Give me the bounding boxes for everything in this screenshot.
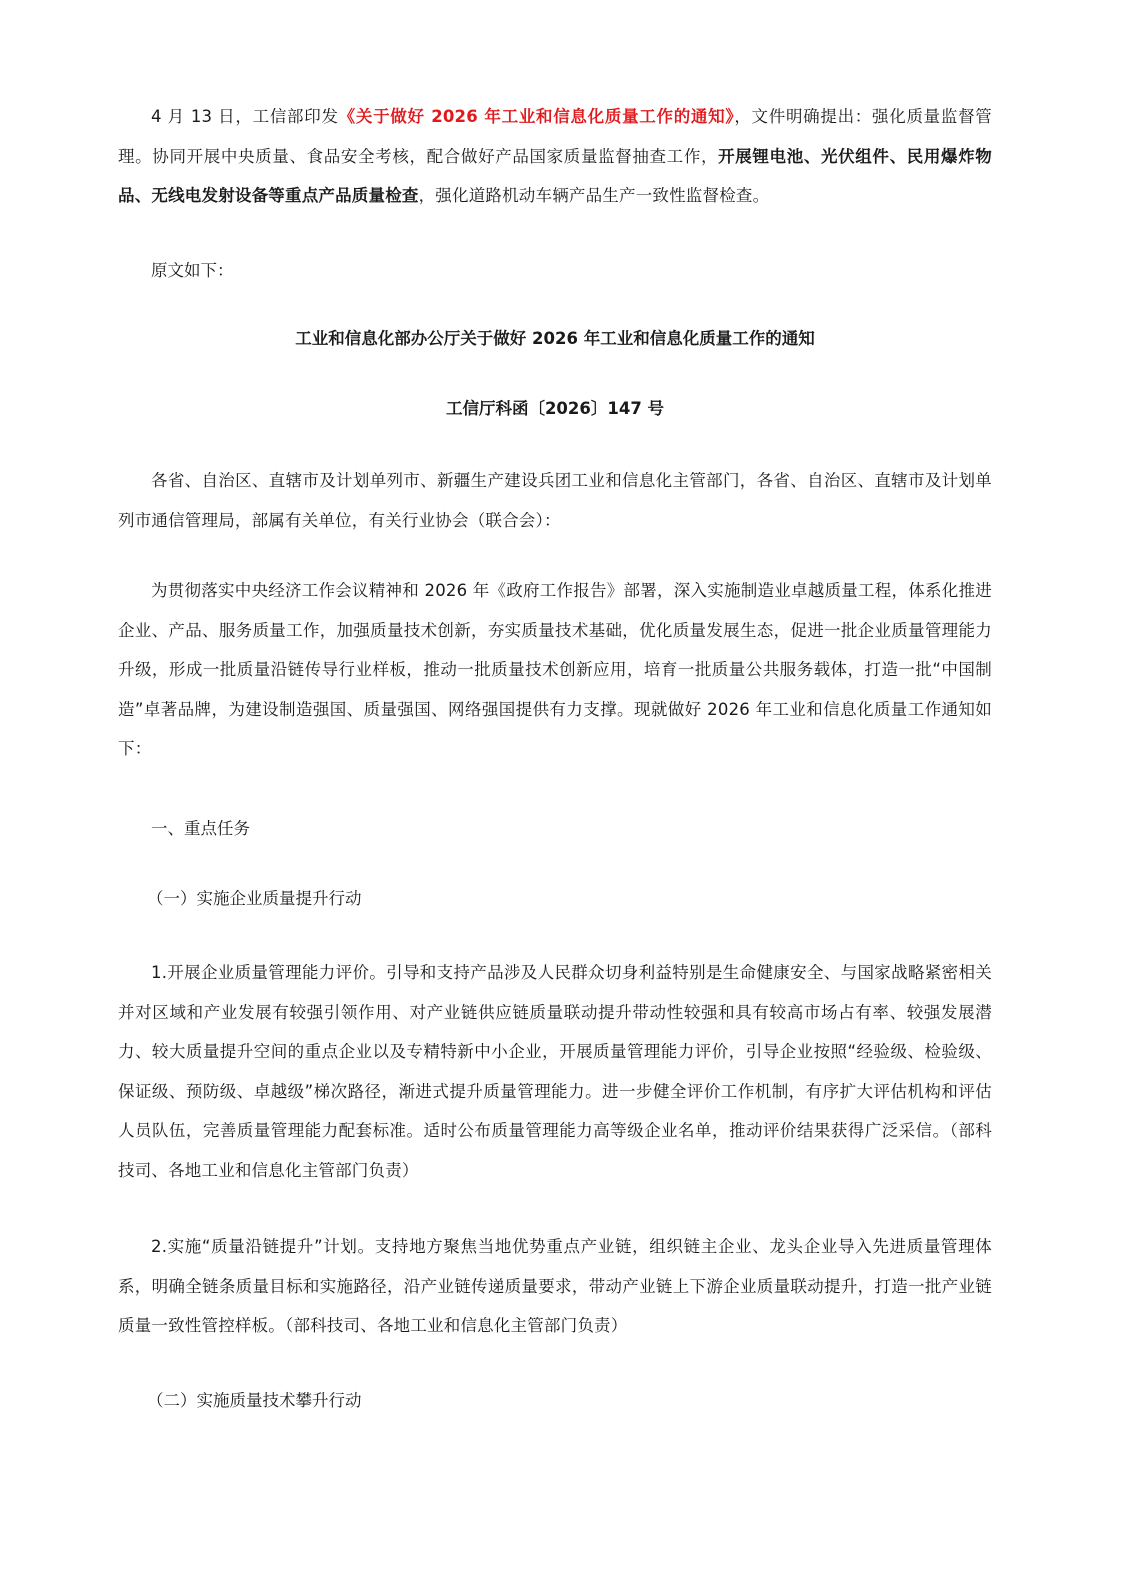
- subsection-heading-quality-technology: （二）实施质量技术攀升行动: [147, 1391, 362, 1410]
- intro-bold-text: 开展锂电池、光伏组件、民用爆炸物品、无线电发射设备等重点产品质量检查: [118, 146, 992, 205]
- section-heading-key-tasks: 一、重点任务: [151, 819, 250, 838]
- item-2-paragraph: 2.实施“质量沿链提升”计划。支持地方聚焦当地优势重点产业链，组织链主企业、龙头企业导入先进质量管理体系，明确全链条质量目标和实施路径，沿产业链传递质量要求，带动产业链上下游企业质量联动提升，打造一批产业链质量一致性管控样板。（部科技司、各地工业和信息化主管部门负责）: [118, 1237, 992, 1335]
- notice-title: 工业和信息化部办公厅关于做好 2026 年工业和信息化质量工作的通知: [295, 329, 815, 348]
- addressees-paragraph: 各省、自治区、直辖市及计划单列市、新疆生产建设兵团工业和信息化主管部门，各省、自治区、直辖市及计划单列市通信管理局，部属有关单位，有关行业协会（联合会）：: [118, 471, 992, 530]
- notice-title-link[interactable]: 《关于做好 2026 年工业和信息化质量工作的通知》: [338, 107, 735, 126]
- preamble-paragraph: 为贯彻落实中央经济工作会议精神和 2026 年《政府工作报告》部署，深入实施制造业卓越质量工程，体系化推进企业、产品、服务质量工作，加强质量技术创新，夯实质量技术基础，优化质量发展生态，促进一批企业质量管理能力升级，形成一批质量沿链传导行业样板，推动一批质量技术创新应用，培育一批质量公共服务载体，打造一批“中国制造”卓著品牌，为建设制造强国、质量强国、网络强国提供有力支撑。现就做好 2026 年工业和信息化质量工作通知如下：: [118, 581, 992, 758]
- intro-date-text: 4 月 13 日，工信部印发: [151, 107, 339, 126]
- original-text-label: 原文如下：: [151, 261, 234, 280]
- intro-paragraph: [118, 97, 992, 216]
- notice-doc-number: 工信厅科函〔2026〕147 号: [445, 399, 665, 418]
- subsection-heading-enterprise-quality: （一）实施企业质量提升行动: [147, 889, 362, 908]
- intro-ending-text: ，强化道路机动车辆产品生产一致性监督检查。: [418, 186, 770, 205]
- item-1-paragraph: 1.开展企业质量管理能力评价。引导和支持产品涉及人民群众切身利益特别是生命健康安全、与国家战略紧密相关并对区域和产业发展有较强引领作用、对产业链供应链质量联动提升带动性较强和具有较高市场占有率、较强发展潜力、较大质量提升空间的重点企业以及专精特新中小企业，开展质量管理能力评价，引导企业按照“经验级、检验级、保证级、预防级、卓越级”梯次路径，渐进式提升质量管理能力。进一步健全评价工作机制，有序扩大评估机构和评估人员队伍，完善质量管理能力配套标准。适时公布质量管理能力高等级企业名单，推动评价结果获得广泛采信。（部科技司、各地工业和信息化主管部门负责）: [118, 963, 992, 1180]
- intro-body-text: ，文件明确提出：强化质量监督管理。协同开展中央质量、食品安全考核，配合做好产品国家质量监督抽查工作，: [118, 107, 992, 166]
